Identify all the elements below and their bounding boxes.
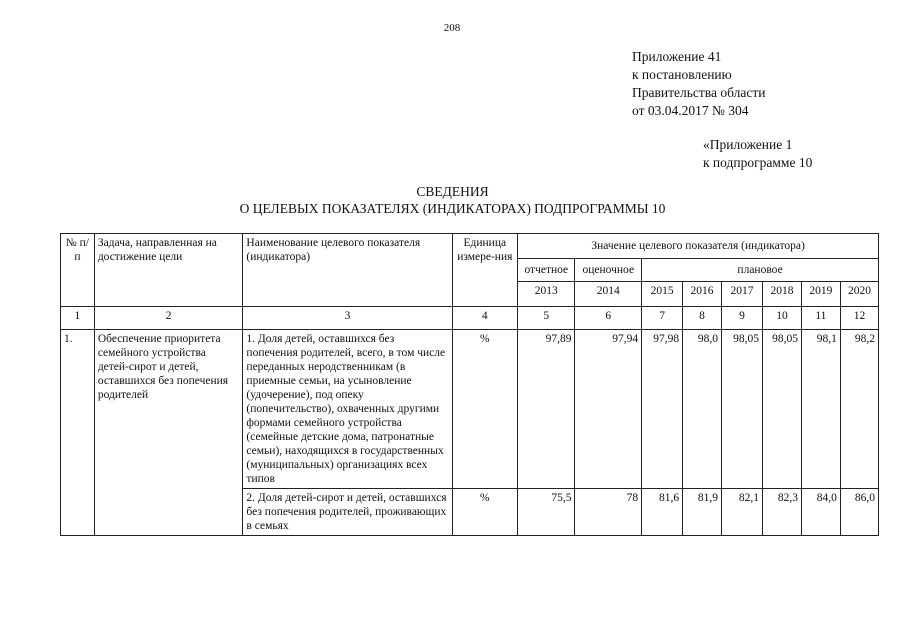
appendix-line: «Приложение 1 xyxy=(703,137,793,152)
value-cell: 98,05 xyxy=(722,330,763,489)
column-number: 1 xyxy=(61,307,95,330)
header-unit: Единица измере-ния xyxy=(452,234,518,307)
value-cell: 86,0 xyxy=(840,489,878,536)
value-cell: 97,94 xyxy=(575,330,642,489)
appendix-line: к постановлению xyxy=(632,67,732,82)
row-unit: % xyxy=(452,489,518,536)
header-value-group: Значение целевого показателя (индикатора) xyxy=(518,234,879,259)
column-number: 12 xyxy=(840,307,878,330)
title-line-2: О ЦЕЛЕВЫХ ПОКАЗАТЕЛЯХ (ИНДИКАТОРАХ) ПОДПРОГРАММЫ 10 xyxy=(239,201,666,216)
appendix-line: Приложение 41 xyxy=(632,49,722,64)
value-cell: 97,89 xyxy=(518,330,575,489)
value-cell: 75,5 xyxy=(518,489,575,536)
subprogram-appendix-header xyxy=(703,136,812,172)
value-cell: 98,2 xyxy=(840,330,878,489)
value-cell: 78 xyxy=(575,489,642,536)
column-number: 6 xyxy=(575,307,642,330)
column-number: 3 xyxy=(243,307,452,330)
value-cell: 98,05 xyxy=(763,330,802,489)
column-number: 4 xyxy=(452,307,518,330)
title-line-1: СВЕДЕНИЯ xyxy=(416,184,489,199)
year-cell: 2014 xyxy=(575,282,642,307)
column-number: 11 xyxy=(801,307,840,330)
appendix-line: к подпрограмме 10 xyxy=(703,155,813,170)
column-number: 9 xyxy=(722,307,763,330)
column-number: 8 xyxy=(683,307,722,330)
row-indicator: 2. Доля детей-сирот и детей, оставшихся без попечения родителей, проживающих в семьях xyxy=(243,489,452,536)
header-num: № п/п xyxy=(61,234,95,307)
value-cell: 82,1 xyxy=(722,489,763,536)
appendix-header xyxy=(632,48,765,120)
page-number: 208 xyxy=(443,22,461,34)
year-cell: 2017 xyxy=(722,282,763,307)
value-cell: 81,6 xyxy=(642,489,683,536)
column-number: 2 xyxy=(94,307,243,330)
year-cell: 2013 xyxy=(518,282,575,307)
appendix-line: Правительства области xyxy=(632,85,766,100)
column-number-row xyxy=(61,307,879,330)
row-num: 1. xyxy=(61,330,95,536)
column-number: 5 xyxy=(518,307,575,330)
appendix-line: от 03.04.2017 № 304 xyxy=(632,103,749,118)
value-cell: 84,0 xyxy=(801,489,840,536)
year-cell: 2018 xyxy=(763,282,802,307)
column-number: 10 xyxy=(763,307,802,330)
year-cell: 2019 xyxy=(801,282,840,307)
header-task: Задача, направленная на достижение цели xyxy=(94,234,243,307)
indicators-table xyxy=(60,233,879,536)
row-indicator: 1. Доля детей, оставшихся без попечения родителей, всего, в том числе переданных неродственникам (в приемные семьи, на усыновление (удочерение), под опеку (попечительство), охваченных другими формами семейного устройства (семейные детские дома, патронатные семьи), находящихся в государственных (муниципальных) организациях всех типов xyxy=(243,330,452,489)
document-title xyxy=(0,183,905,217)
value-cell: 81,9 xyxy=(683,489,722,536)
year-cell: 2015 xyxy=(642,282,683,307)
value-cell: 98,0 xyxy=(683,330,722,489)
year-cell: 2016 xyxy=(683,282,722,307)
table-row xyxy=(61,330,879,489)
header-row-1 xyxy=(61,234,879,259)
header-indicator: Наименование целевого показателя (индикатора) xyxy=(243,234,452,307)
header-reported: отчетное xyxy=(518,259,575,282)
column-number: 7 xyxy=(642,307,683,330)
value-cell: 82,3 xyxy=(763,489,802,536)
value-cell: 98,1 xyxy=(801,330,840,489)
header-estimated: оценочное xyxy=(575,259,642,282)
value-cell: 97,98 xyxy=(642,330,683,489)
row-task: Обеспечение приоритета семейного устройства детей-сирот и детей, оставшихся без попечения родителей xyxy=(94,330,243,536)
header-planned: плановое xyxy=(642,259,879,282)
row-unit: % xyxy=(452,330,518,489)
year-cell: 2020 xyxy=(840,282,878,307)
